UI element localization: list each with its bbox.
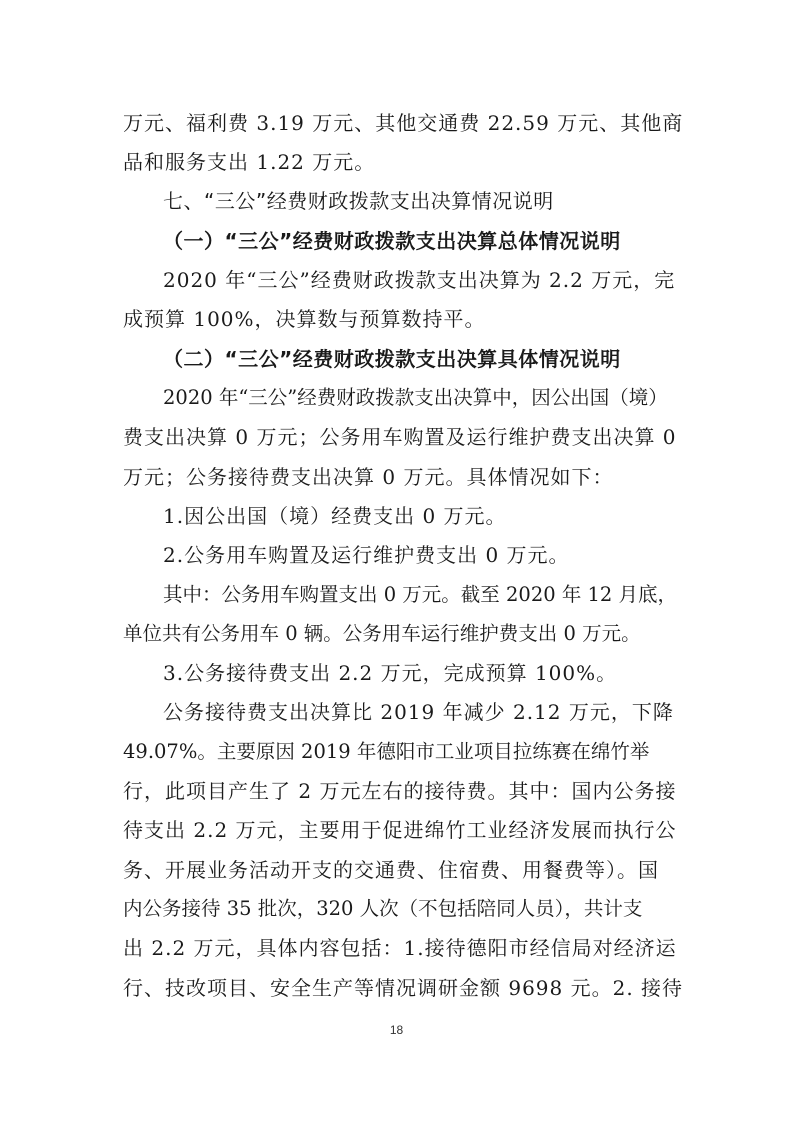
body-text-line: 成预算 100%，决算数与预算数持平。 xyxy=(123,307,486,331)
body-text-line: 行，此项目产生了 2 万元左右的接待费。其中：国内公务接 xyxy=(123,779,677,803)
body-text-line: 公务接待费支出决算比 2019 年减少 2.12 万元，下降 xyxy=(163,700,674,724)
body-text-line: 2020 年“三公”经费财政拨款支出决算为 2.2 万元，完 xyxy=(163,268,676,292)
body-text-line: 单位共有公务用车 0 辆。公务用车运行维护费支出 0 万元。 xyxy=(123,622,641,645)
body-text-line: 内公务接待 35 批次，320 人次（不包括陪同人员），共计支 xyxy=(123,897,643,920)
page-number: 18 xyxy=(389,1023,404,1037)
body-text-line: 1.因公出国（境）经费支出 0 万元。 xyxy=(163,504,507,528)
section-heading: 七、“三公”经费财政拨款支出决算情况说明 xyxy=(163,189,554,213)
body-text-line: 万元、福利费 3.19 万元、其他交通费 22.59 万元、其他商 xyxy=(123,111,684,135)
body-text-line: 万元；公务接待费支出决算 0 万元。具体情况如下： xyxy=(123,465,614,489)
body-text-line: 待支出 2.2 万元，主要用于促进绵竹工业经济发展而执行公 xyxy=(123,818,677,842)
body-text-line: 行、技改项目、安全生产等情况调研金额 9698 元。2. 接待 xyxy=(123,976,684,1000)
body-text-line: 品和服务支出 1.22 万元。 xyxy=(123,150,376,174)
subsection-heading: （二）“三公”经费财政拨款支出决算具体情况说明 xyxy=(163,347,621,371)
body-text-line: 费支出决算 0 万元；公务用车购置及运行维护费支出决算 0 xyxy=(123,425,677,449)
subsection-heading: （一）“三公”经费财政拨款支出决算总体情况说明 xyxy=(163,229,621,253)
body-text-line: 2020 年“三公”经费财政拨款支出决算中，因公出国（境） xyxy=(163,386,668,409)
body-text-line: 其中：公务用车购置支出 0 万元。截至 2020 年 12 月底， xyxy=(163,583,678,606)
body-text-line: 出 2.2 万元，具体内容包括：1.接待德阳市经信局对经济运 xyxy=(123,936,677,960)
body-text-line: 3.公务接待费支出 2.2 万元，完成预算 100%。 xyxy=(163,661,618,685)
body-text-line: 49.07%。主要原因 2019 年德阳市工业项目拉练赛在绵竹举 xyxy=(123,740,650,763)
body-text-line: 2.公务用车购置及运行维护费支出 0 万元。 xyxy=(163,543,570,567)
body-text-line: 务、开展业务活动开支的交通费、住宿费、用餐费等）。国 xyxy=(123,858,659,882)
